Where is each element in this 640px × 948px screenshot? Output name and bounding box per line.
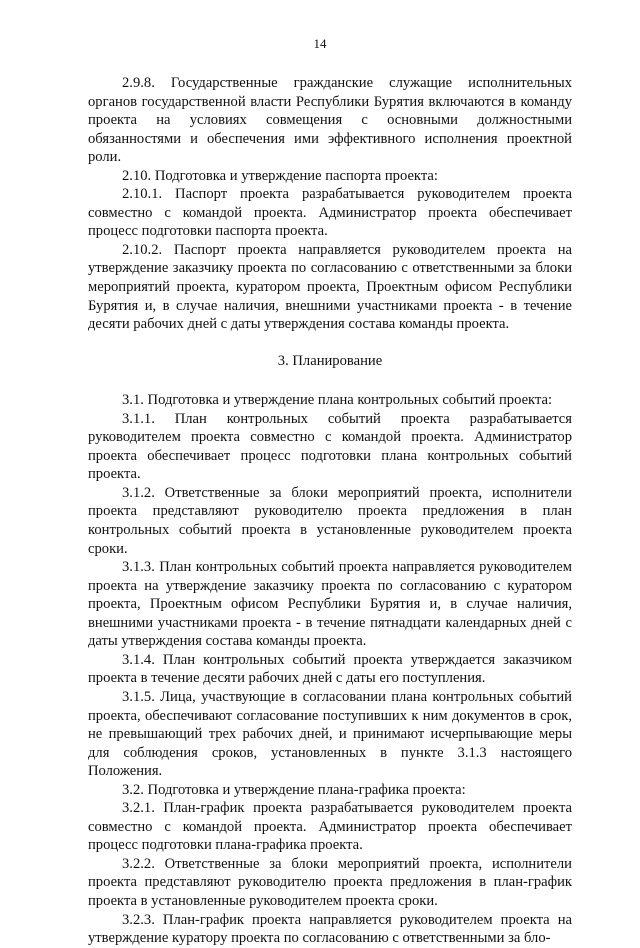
paragraph-2-10-1: 2.10.1. Паспорт проекта разрабатывается руководителем проекта совместно с командой проекта. Администратор проекта обеспечивает процесс подготовки паспорта проекта.: [88, 186, 572, 240]
document-body: [88, 74, 572, 948]
paragraph-3-2-1: 3.2.1. План-график проекта разрабатывается руководителем проекта совместно с командой проекта. Администратор проекта обеспечивает процесс подготовки плана-графика проекта.: [88, 800, 572, 854]
paragraph-3-1-3: 3.1.3. План контрольных событий проекта направляется руководителем проекта на утверждение заказчику проекта по согласованию с куратором проекта, Проектным офисом Республики Бурятия и, в случае наличия, внешними участниками проекта - в течение пятнадцати календарных дней с даты утверждения состава команды проекта.: [88, 559, 572, 650]
paragraph-3-1: 3.1. Подготовка и утверждение плана контрольных событий проекта:: [122, 392, 553, 409]
paragraph-3-1-4: 3.1.4. План контрольных событий проекта утверждается заказчиком проекта в течение десяти рабочих дней с даты его поступления.: [88, 651, 572, 687]
section-heading-planning: 3. Планирование: [277, 352, 383, 369]
paragraph-3-1-2: 3.1.2. Ответственные за блоки мероприятий проекта, исполнители проекта представляют руководителю проекта предложения в план контрольных событий проекта в установленные руководителем проекта сроки.: [88, 484, 572, 557]
paragraph-3-1-1: 3.1.1. План контрольных событий проекта разрабатывается руководителем проекта совместно с командой проекта. Администратор проекта обеспечивает процесс подготовки плана контрольных событий проекта.: [88, 410, 572, 483]
paragraph-2-9-8: 2.9.8. Государственные гражданские служащие исполнительных органов государственной власти Республики Бурятия включаются в команду проекта на условиях совмещения с основными должностными обязанностями и обеспечения ими эффективного исполнения проектной роли.: [88, 75, 572, 166]
paragraph-2-10: 2.10. Подготовка и утверждение паспорта проекта:: [122, 167, 438, 184]
paragraph-3-2: 3.2. Подготовка и утверждение плана-графика проекта:: [122, 781, 466, 798]
page-number: 14: [313, 36, 327, 51]
paragraph-3-2-3: 3.2.3. План-график проекта направляется руководителем проекта на утверждение куратору проекта по согласованию с ответственными за бло-: [88, 911, 572, 947]
paragraph-3-1-5: 3.1.5. Лица, участвующие в согласовании плана контрольных событий проекта, обеспечивают согласование поступивших к ним документов в срок, не превышающий трех рабочих дней, и принимают исчерпывающие меры для соблюдения сроков, установленных в пункте 3.1.3 настоящего Положения.: [88, 688, 572, 780]
paragraph-2-10-2: 2.10.2. Паспорт проекта направляется руководителем проекта на утверждение заказчику проекта по согласованию с ответственными за блоки мероприятий проекта, куратором проекта, Проектным офисом Республики Бурятия и, в случае наличия, внешними участниками проекта - в течение десяти рабочих дней с даты утверждения состава команды проекта.: [88, 241, 572, 333]
paragraph-3-2-2: 3.2.2. Ответственные за блоки мероприятий проекта, исполнители проекта представляют руководителю проекта предложения в план-график проекта в установленные руководителем проекта сроки.: [88, 855, 572, 909]
